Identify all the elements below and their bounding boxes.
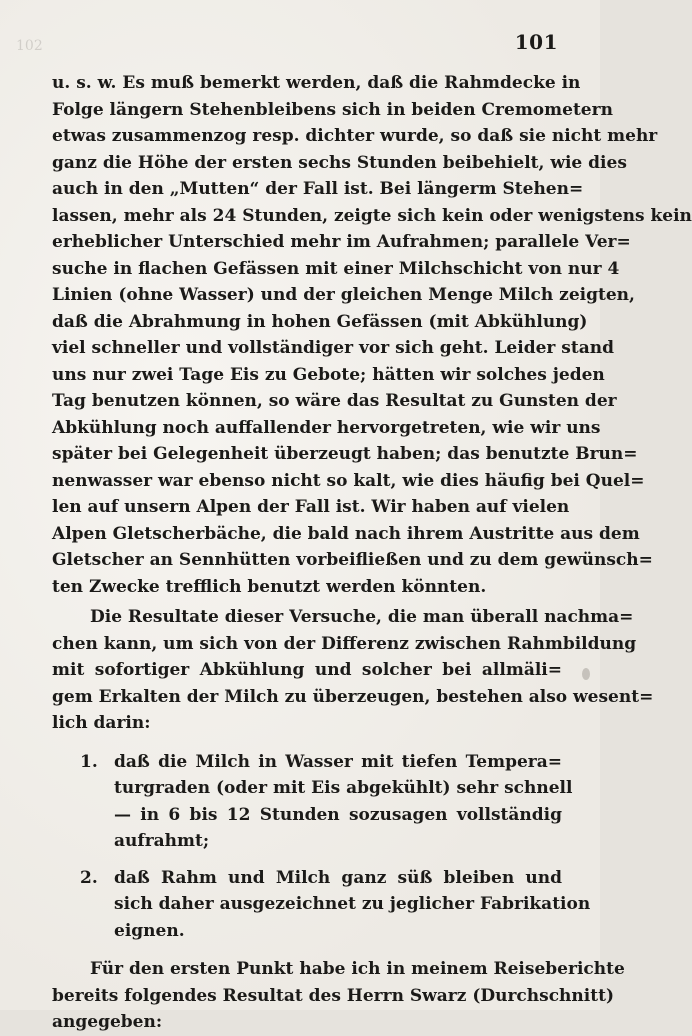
text-line: etwas zusammenzog resp. dichter wurde, so daß sie nicht mehr	[52, 126, 658, 146]
text-line: später bei Gelegenheit überzeugt haben; das benutzte Brun=	[52, 444, 638, 464]
text-line: bereits folgendes Resultat des Herrn Swarz (Durchschnitt)	[52, 985, 614, 1006]
text-line: nenwasser war ebenso nicht so kalt, wie dies häufig bei Quel=	[52, 470, 645, 491]
text-line: suche in flachen Gefässen mit einer Milchschicht von nur 4	[52, 258, 620, 279]
text-line: sich daher ausgezeichnet zu jeglicher Fabrikation	[114, 894, 591, 914]
text-line: — in 6 bis 12 Stunden sozusagen vollständig	[114, 804, 562, 825]
paper-stain	[582, 668, 590, 680]
list-number: 1.	[80, 751, 98, 772]
text-line: turgraden (oder mit Eis abgekühlt) sehr schnell	[114, 778, 573, 798]
page-number: 101	[514, 30, 558, 54]
text-line: Linien (ohne Wasser) und der gleichen Menge Milch zeigten,	[52, 285, 635, 305]
list-item-first-line	[80, 865, 562, 892]
text-line: auch in den „Mutten“ der Fall ist. Bei längerm Stehen=	[52, 179, 584, 199]
text-line: lich darin:	[52, 713, 151, 733]
text-line: lassen, mehr als 24 Stunden, zeigte sich kein oder wenigstens kein	[52, 205, 692, 226]
paragraph-3	[52, 956, 625, 1036]
list-item-first-line	[80, 749, 562, 776]
text-line: u. s. w. Es muß bemerkt werden, daß die Rahmdecke in	[52, 73, 581, 93]
bleed-through-page-number: 102	[16, 38, 43, 54]
text-line: daß Rahm und Milch ganz süß bleiben und	[114, 867, 562, 888]
paragraph-1	[52, 70, 692, 600]
list-item	[80, 749, 573, 855]
list-number: 2.	[80, 867, 98, 888]
list-item	[80, 865, 591, 945]
text-line: erheblicher Unterschied mehr im Aufrahmen; parallele Ver=	[52, 232, 631, 252]
text-line: ganz die Höhe der ersten sechs Stunden beibehielt, wie dies	[52, 152, 627, 173]
text-line: Folge längern Stehenbleibens sich in beiden Cremometern	[52, 99, 613, 120]
text-line: viel schneller und vollständiger vor sich geht. Leider stand	[52, 338, 614, 358]
text-line: uns nur zwei Tage Eis zu Gebote; hätten wir solches jeden	[52, 364, 605, 385]
text-line: mit sofortiger Abkühlung und solcher bei allmäli=	[52, 660, 562, 680]
text-line: daß die Milch in Wasser mit tiefen Tempera=	[114, 751, 562, 772]
text-line: aufrahmt;	[114, 831, 210, 851]
text-line: Alpen Gletscherbäche, die bald nach ihrem Austritte aus dem	[52, 523, 640, 544]
text-line: Die Resultate dieser Versuche, die man überall nachma=	[90, 607, 634, 627]
text-line: Gletscher an Sennhütten vorbeifließen und zu dem gewünsch=	[52, 550, 653, 570]
text-line: angegeben:	[52, 1012, 163, 1032]
numbered-list	[52, 749, 591, 945]
text-line: Tag benutzen können, so wäre das Resultat zu Gunsten der	[52, 391, 617, 411]
body-text	[52, 70, 692, 1036]
text-line: ten Zwecke trefflich benutzt werden könnten.	[52, 576, 487, 597]
text-line: Abkühlung noch auffallender hervorgetreten, wie wir uns	[52, 417, 601, 438]
text-line: daß die Abrahmung in hohen Gefässen (mit Abkühlung)	[52, 311, 588, 332]
text-line: len auf unsern Alpen der Fall ist. Wir haben auf vielen	[52, 497, 570, 517]
text-line: Für den ersten Punkt habe ich in meinem Reiseberichte	[90, 959, 625, 979]
text-line: chen kann, um sich von der Differenz zwischen Rahmbildung	[52, 633, 637, 654]
paragraph-2	[52, 604, 654, 737]
text-line: gem Erkalten der Milch zu überzeugen, bestehen also wesent=	[52, 686, 654, 707]
text-line: eignen.	[114, 920, 185, 941]
